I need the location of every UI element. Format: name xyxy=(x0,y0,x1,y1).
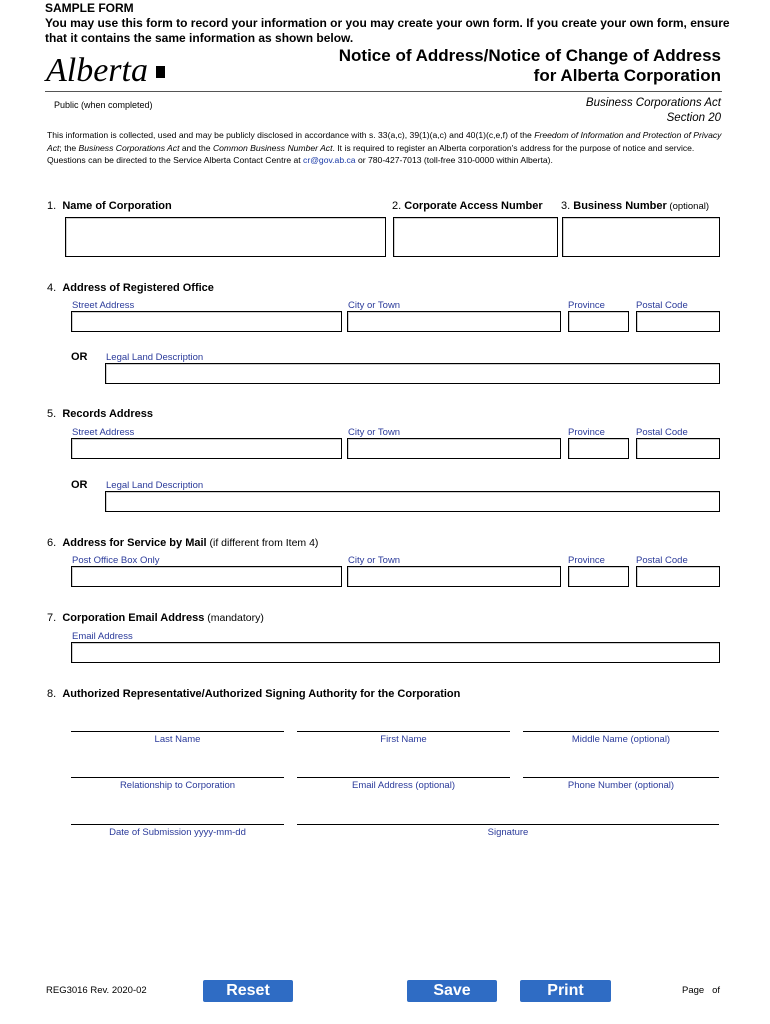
records-postal-label: Postal Code xyxy=(636,427,688,438)
corporate-access-number-input[interactable] xyxy=(393,217,558,257)
corporation-name-input[interactable] xyxy=(65,217,386,257)
alberta-logo-mark xyxy=(156,66,165,78)
phone-line[interactable] xyxy=(523,777,719,778)
records-postal-input[interactable] xyxy=(636,438,720,459)
corporation-email-input[interactable] xyxy=(71,642,720,663)
sample-form-label: SAMPLE FORM xyxy=(45,1,134,15)
sample-form-note: You may use this form to record your information or you may create your own form. If you create your own form, ensure that it contains the same information as shown below. xyxy=(45,16,730,45)
print-button[interactable]: Print xyxy=(520,980,611,1002)
contact-email-link[interactable]: cr@gov.ab.ca xyxy=(303,155,356,166)
section-8-heading: 8. Authorized Representative/Authorized Signing Authority for the Corporation xyxy=(47,688,461,700)
business-number-input[interactable] xyxy=(562,217,720,257)
mail-postal-input[interactable] xyxy=(636,566,720,587)
records-lld-label: Legal Land Description xyxy=(106,480,204,491)
form-title-line2: for Alberta Corporation xyxy=(533,66,721,85)
mail-province-label: Province xyxy=(568,555,605,566)
mail-pobox-input[interactable] xyxy=(71,566,342,587)
registered-city-label: City or Town xyxy=(348,300,401,311)
phone-label: Phone Number (optional) xyxy=(567,780,675,791)
privacy-disclaimer: This information is collected, used and may be publicly disclosed in accordance with s. 33(a,c), 39(1)(a,c) and 40(1)(c,e,f) of the Freedom of Information and Protection of Privacy Act; the Business Corporations Act and the Common Business Number Act. It is required to register an Alberta corporation's address for the purpose of notice and service. Questions can be directed to the Service Alberta Contact Centre at cr@gov.ab.ca or 780-427-7013 (toll-free 310-0000 within Alberta). xyxy=(47,130,722,166)
registered-lld-label: Legal Land Description xyxy=(106,352,204,363)
records-street-label: Street Address xyxy=(72,427,135,438)
registered-postal-input[interactable] xyxy=(636,311,720,332)
act-reference xyxy=(586,96,721,126)
relationship-label: Relationship to Corporation xyxy=(119,780,236,791)
relationship-line[interactable] xyxy=(71,777,284,778)
records-city-input[interactable] xyxy=(347,438,561,459)
rep-email-line[interactable] xyxy=(297,777,510,778)
section-4-heading: 4. Address of Registered Office xyxy=(47,282,214,294)
registered-street-input[interactable] xyxy=(71,311,342,332)
page-number: Page of xyxy=(682,985,721,996)
records-city-label: City or Town xyxy=(348,427,401,438)
classification-label: Public (when completed) xyxy=(54,100,153,110)
section-1-heading: 1. Name of Corporation xyxy=(47,200,172,212)
first-name-line[interactable] xyxy=(297,731,510,732)
registered-or-label: OR xyxy=(71,351,88,363)
save-button[interactable]: Save xyxy=(407,980,497,1002)
registered-postal-label: Postal Code xyxy=(636,300,688,311)
registered-province-input[interactable] xyxy=(568,311,629,332)
mail-city-input[interactable] xyxy=(347,566,561,587)
alberta-logo-wordmark: Alberta xyxy=(46,52,148,89)
header-divider xyxy=(45,91,722,92)
alberta-logo xyxy=(44,50,174,90)
rep-email-label: Email Address (optional) xyxy=(352,780,455,791)
records-province-input[interactable] xyxy=(568,438,629,459)
section-6-heading: 6. Address for Service by Mail (if different from Item 4) xyxy=(47,537,319,549)
date-label: Date of Submission yyyy-mm-dd xyxy=(109,827,246,838)
section-7-heading: 7. Corporation Email Address (mandatory) xyxy=(47,612,264,624)
last-name-line[interactable] xyxy=(71,731,284,732)
records-lld-input[interactable] xyxy=(105,491,720,512)
act-section: Section 20 xyxy=(666,112,721,124)
signature-label: Signature xyxy=(487,827,529,838)
mail-province-input[interactable] xyxy=(568,566,629,587)
mail-postal-label: Postal Code xyxy=(636,555,688,566)
registered-province-label: Province xyxy=(568,300,605,311)
section-2-heading: 2. Corporate Access Number xyxy=(392,200,543,212)
first-name-label: First Name xyxy=(380,734,427,745)
section-3-heading: 3. Business Number (optional) xyxy=(561,200,710,212)
act-name: Business Corporations Act xyxy=(585,97,721,109)
middle-name-line[interactable] xyxy=(523,731,719,732)
records-or-label: OR xyxy=(71,479,88,491)
date-line[interactable] xyxy=(71,824,284,825)
middle-name-label: Middle Name (optional) xyxy=(571,734,671,745)
records-province-label: Province xyxy=(568,427,605,438)
email-label: Email Address xyxy=(72,631,133,642)
form-title-line1: Notice of Address/Notice of Change of Address xyxy=(338,46,721,65)
last-name-label: Last Name xyxy=(154,734,201,745)
records-street-input[interactable] xyxy=(71,438,342,459)
registered-city-input[interactable] xyxy=(347,311,561,332)
registered-lld-input[interactable] xyxy=(105,363,720,384)
mail-city-label: City or Town xyxy=(348,555,401,566)
registered-street-label: Street Address xyxy=(72,300,135,311)
section-5-heading: 5. Records Address xyxy=(47,408,153,420)
reset-button[interactable]: Reset xyxy=(203,980,293,1002)
form-id: REG3016 Rev. 2020-02 xyxy=(46,985,147,996)
form-title xyxy=(339,46,721,86)
mail-pobox-label: Post Office Box Only xyxy=(72,555,160,566)
signature-line[interactable] xyxy=(297,824,719,825)
